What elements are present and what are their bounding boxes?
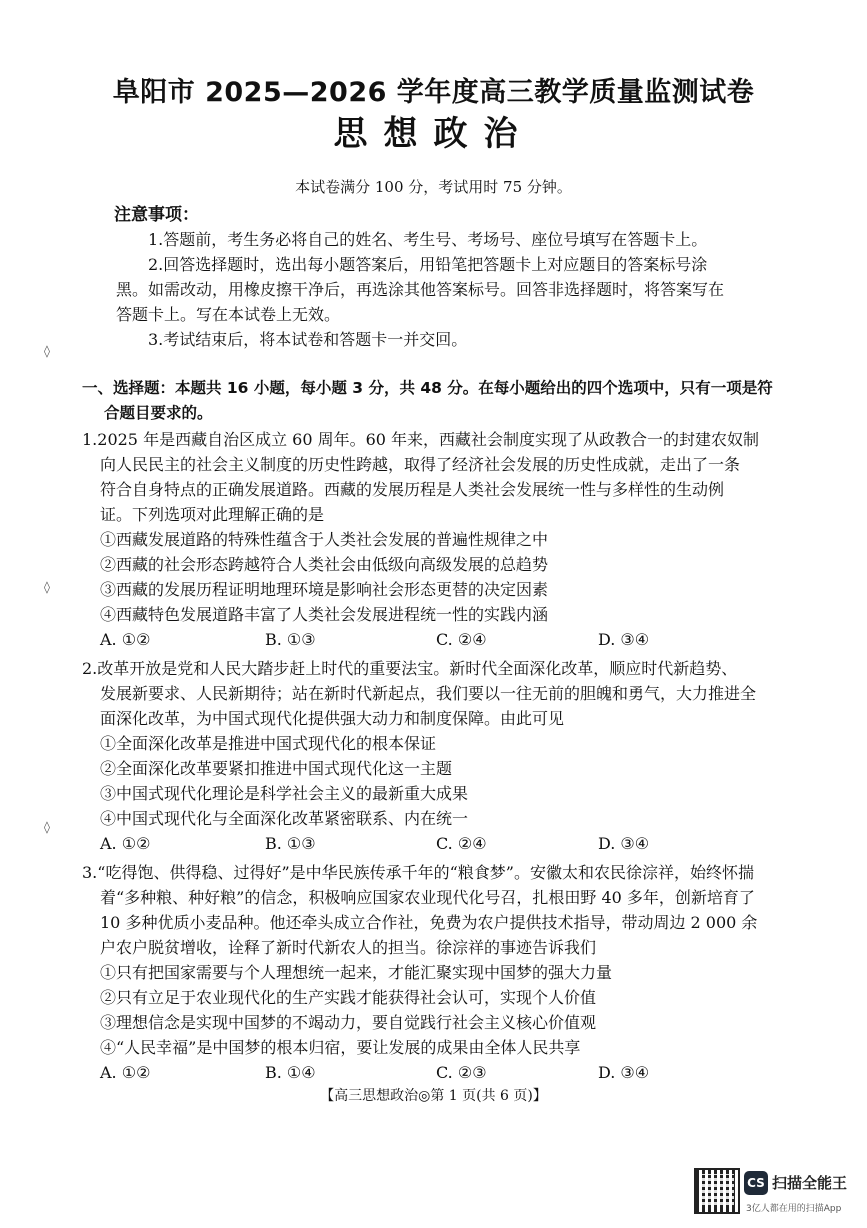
margin-mark: ◊ (44, 580, 50, 594)
question-item: ①只有把国家需要与个人理想统一起来，才能汇聚实现中国梦的强大力量 (100, 963, 613, 982)
question-item: ④西藏特色发展道路丰富了人类社会发展进程统一性的实践内涵 (100, 605, 549, 624)
page-footer: 【高三思想政治◎第 1 页(共 6 页)】 (320, 1088, 547, 1104)
notice-heading: 注意事项： (114, 205, 199, 225)
option-a: A. ①② (100, 630, 151, 649)
option-c: C. ②④ (436, 834, 487, 853)
option-b: B. ①④ (265, 1063, 316, 1082)
question-stem-line: 3.“吃得饱、供得稳、过得好”是中华民族传承千年的“粮食梦”。安徽太和农民徐淙祥，始终怀揣 (82, 863, 754, 882)
option-d: D. ③④ (598, 630, 650, 649)
scanner-app-name: 扫描全能王 (772, 1174, 848, 1192)
question-stem-line: 2.改革开放是党和人民大踏步赶上时代的重要法宝。新时代全面深化改革，顺应时代新趋势、 (82, 659, 738, 678)
question-stem-line: 着“多种粮、种好粮”的信念，积极响应国家农业现代化号召，扎根田野 40 多年，创新培育了 (100, 888, 755, 907)
notice-line: 2.回答选择题时，选出每小题答案后，用铅笔把答题卡上对应题目的答案标号涂 (148, 255, 708, 274)
question-item: ③西藏的发展历程证明地理环境是影响社会形态更替的决定因素 (100, 580, 549, 599)
question-item: ②只有立足于农业现代化的生产实践才能获得社会认可，实现个人价值 (100, 988, 597, 1007)
margin-mark: ◊ (44, 820, 50, 834)
option-a: A. ①② (100, 1063, 151, 1082)
option-d: D. ③④ (598, 1063, 650, 1082)
question-stem-line: 户农户脱贫增收，诠释了新时代新农人的担当。徐淙祥的事迹告诉我们 (100, 938, 597, 957)
question-item: ④中国式现代化与全面深化改革紧密联系、内在统一 (100, 809, 469, 828)
notice-line: 1.答题前，考生务必将自己的姓名、考生号、考场号、座位号填写在答题卡上。 (148, 230, 708, 249)
camscanner-logo-icon: CS (744, 1171, 768, 1195)
section-heading: 一、选择题：本题共 16 小题，每小题 3 分，共 48 分。在每小题给出的四个选项中，只有一项是符 (82, 379, 773, 397)
option-a: A. ①② (100, 834, 151, 853)
option-c: C. ②③ (436, 1063, 487, 1082)
question-stem-line: 向人民民主的社会主义制度的历史性跨越，取得了经济社会发展的历史性成就，走出了一条 (100, 455, 741, 474)
exam-title: 阜阳市 2025—2026 学年度高三教学质量监测试卷 (112, 77, 755, 108)
question-stem-line: 面深化改革，为中国式现代化提供强大动力和制度保障。由此可见 (100, 709, 565, 728)
notice-line: 3.考试结束后，将本试卷和答题卡一并交回。 (148, 330, 468, 349)
question-stem-line: 符合自身特点的正确发展道路。西藏的发展历程是人类社会发展统一性与多样性的生动例 (100, 480, 725, 499)
question-item: ①西藏发展道路的特殊性蕴含于人类社会发展的普遍性规律之中 (100, 530, 549, 549)
option-b: B. ①③ (265, 630, 316, 649)
question-stem-line: 发展新要求、人民新期待；站在新时代新起点，我们要以一往无前的胆魄和勇气，大力推进全 (100, 684, 757, 703)
question-item: ②全面深化改革要紧扣推进中国式现代化这一主题 (100, 759, 453, 778)
option-c: C. ②④ (436, 630, 487, 649)
question-item: ③中国式现代化理论是科学社会主义的最新重大成果 (100, 784, 469, 803)
qr-code-icon (694, 1168, 740, 1214)
exam-meta: 本试卷满分 100 分，考试用时 75 分钟。 (295, 178, 572, 196)
question-item: ①全面深化改革是推进中国式现代化的根本保证 (100, 734, 437, 753)
scanner-app-tagline: 3亿人都在用的扫描App (746, 1204, 842, 1214)
question-item: ②西藏的社会形态跨越符合人类社会由低级向高级发展的总趋势 (100, 555, 549, 574)
question-item: ③理想信念是实现中国梦的不竭动力，要自觉践行社会主义核心价值观 (100, 1013, 597, 1032)
option-d: D. ③④ (598, 834, 650, 853)
question-stem-line: 10 多种优质小麦品种。他还牵头成立合作社，免费为农户提供技术指导，带动周边 2 000 余 (100, 913, 758, 932)
margin-mark: ◊ (44, 344, 50, 358)
notice-line: 黑。如需改动，用橡皮擦干净后，再选涂其他答案标号。回答非选择题时，将答案写在 (116, 280, 725, 299)
question-item: ④“人民幸福”是中国梦的根本归宿，要让发展的成果由全体人民共享 (100, 1038, 581, 1057)
subject-title: 思想政治 (333, 114, 534, 154)
option-b: B. ①③ (265, 834, 316, 853)
section-heading-cont: 合题目要求的。 (104, 404, 213, 422)
question-stem-line: 证。下列选项对此理解正确的是 (100, 505, 325, 524)
notice-line: 答题卡上。写在本试卷上无效。 (116, 305, 341, 324)
question-stem-line: 1.2025 年是西藏自治区成立 60 周年。60 年来，西藏社会制度实现了从政教合一的封建农奴制 (82, 430, 760, 449)
